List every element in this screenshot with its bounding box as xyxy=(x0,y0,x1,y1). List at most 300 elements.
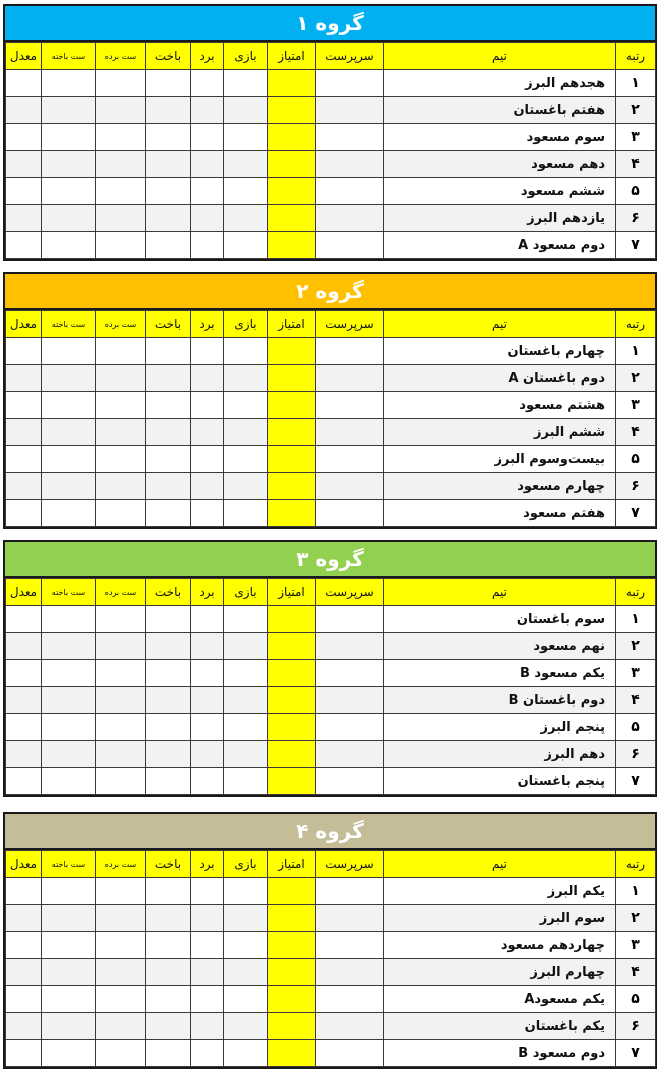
cell-rank: ۴ xyxy=(616,959,656,986)
cell-wins xyxy=(191,714,224,741)
cell-supervisor xyxy=(316,714,384,741)
cell-losses xyxy=(146,905,191,932)
cell-rank: ۴ xyxy=(616,151,656,178)
header-average: معدل xyxy=(6,851,42,878)
cell-team: دهم مسعود xyxy=(384,151,616,178)
cell-points xyxy=(268,70,316,97)
header-sets-won: ست برده xyxy=(96,43,146,70)
table-row xyxy=(6,714,656,741)
table-row xyxy=(6,338,656,365)
cell-games xyxy=(224,473,268,500)
cell-wins xyxy=(191,500,224,527)
cell-wins xyxy=(191,124,224,151)
cell-losses xyxy=(146,633,191,660)
table-row xyxy=(6,151,656,178)
cell-games xyxy=(224,768,268,795)
cell-games xyxy=(224,660,268,687)
cell-average xyxy=(6,687,42,714)
cell-games xyxy=(224,932,268,959)
cell-games xyxy=(224,1013,268,1040)
cell-sets-won xyxy=(96,878,146,905)
table-row xyxy=(6,232,656,259)
cell-games xyxy=(224,905,268,932)
cell-sets-won xyxy=(96,660,146,687)
cell-games xyxy=(224,1040,268,1067)
header-wins: برد xyxy=(191,311,224,338)
cell-average xyxy=(6,419,42,446)
cell-rank: ۵ xyxy=(616,986,656,1013)
cell-sets-won xyxy=(96,205,146,232)
table-row xyxy=(6,741,656,768)
cell-points xyxy=(268,1040,316,1067)
cell-rank: ۳ xyxy=(616,660,656,687)
cell-sets-won xyxy=(96,70,146,97)
header-sets-lost: ست باخته xyxy=(42,579,96,606)
cell-points xyxy=(268,151,316,178)
cell-games xyxy=(224,714,268,741)
header-rank: رتبه xyxy=(616,43,656,70)
cell-points xyxy=(268,97,316,124)
cell-points xyxy=(268,932,316,959)
cell-wins xyxy=(191,1013,224,1040)
cell-losses xyxy=(146,338,191,365)
table-row xyxy=(6,124,656,151)
cell-wins xyxy=(191,392,224,419)
header-losses: باخت xyxy=(146,579,191,606)
cell-sets-lost xyxy=(42,500,96,527)
cell-supervisor xyxy=(316,905,384,932)
header-team: تیم xyxy=(384,579,616,606)
table-row xyxy=(6,205,656,232)
cell-team: پنجم باغستان xyxy=(384,768,616,795)
header-sets-won: ست برده xyxy=(96,579,146,606)
cell-supervisor xyxy=(316,633,384,660)
cell-losses xyxy=(146,232,191,259)
cell-games xyxy=(224,741,268,768)
cell-losses xyxy=(146,70,191,97)
header-average: معدل xyxy=(6,43,42,70)
cell-points xyxy=(268,473,316,500)
cell-sets-lost xyxy=(42,70,96,97)
cell-supervisor xyxy=(316,1040,384,1067)
table-row xyxy=(6,1013,656,1040)
cell-team: بیست‌وسوم البرز xyxy=(384,446,616,473)
cell-supervisor xyxy=(316,70,384,97)
table-row xyxy=(6,687,656,714)
cell-sets-lost xyxy=(42,714,96,741)
cell-average xyxy=(6,768,42,795)
cell-rank: ۱ xyxy=(616,338,656,365)
standings-table xyxy=(5,310,656,527)
cell-rank: ۶ xyxy=(616,1013,656,1040)
header-average: معدل xyxy=(6,311,42,338)
cell-average xyxy=(6,986,42,1013)
cell-sets-lost xyxy=(42,1013,96,1040)
cell-average xyxy=(6,878,42,905)
cell-rank: ۳ xyxy=(616,392,656,419)
cell-average xyxy=(6,932,42,959)
cell-sets-lost xyxy=(42,205,96,232)
cell-points xyxy=(268,714,316,741)
cell-wins xyxy=(191,986,224,1013)
cell-supervisor xyxy=(316,768,384,795)
cell-supervisor xyxy=(316,1013,384,1040)
cell-wins xyxy=(191,70,224,97)
cell-wins xyxy=(191,419,224,446)
cell-sets-lost xyxy=(42,124,96,151)
cell-supervisor xyxy=(316,986,384,1013)
cell-team: ششم البرز xyxy=(384,419,616,446)
cell-average xyxy=(6,124,42,151)
cell-average xyxy=(6,338,42,365)
cell-wins xyxy=(191,932,224,959)
cell-games xyxy=(224,878,268,905)
group-table-4 xyxy=(3,812,657,1069)
cell-sets-won xyxy=(96,97,146,124)
cell-average xyxy=(6,606,42,633)
cell-sets-won xyxy=(96,905,146,932)
cell-rank: ۱ xyxy=(616,70,656,97)
cell-losses xyxy=(146,878,191,905)
cell-wins xyxy=(191,97,224,124)
cell-sets-won xyxy=(96,932,146,959)
cell-points xyxy=(268,633,316,660)
cell-supervisor xyxy=(316,606,384,633)
cell-average xyxy=(6,660,42,687)
cell-team: چهاردهم مسعود xyxy=(384,932,616,959)
cell-sets-lost xyxy=(42,392,96,419)
table-row xyxy=(6,932,656,959)
cell-average xyxy=(6,959,42,986)
header-wins: برد xyxy=(191,43,224,70)
cell-team: یازدهم البرز xyxy=(384,205,616,232)
cell-games xyxy=(224,97,268,124)
header-games: بازی xyxy=(224,851,268,878)
cell-games xyxy=(224,500,268,527)
group-title: گروه ۳ xyxy=(5,542,655,578)
cell-team: نهم مسعود xyxy=(384,633,616,660)
header-games: بازی xyxy=(224,43,268,70)
cell-losses xyxy=(146,419,191,446)
cell-sets-won xyxy=(96,151,146,178)
cell-sets-lost xyxy=(42,473,96,500)
header-losses: باخت xyxy=(146,851,191,878)
header-sets-won: ست برده xyxy=(96,311,146,338)
standings-table xyxy=(5,42,656,259)
cell-average xyxy=(6,1013,42,1040)
header-supervisor: سرپرست xyxy=(316,43,384,70)
cell-average xyxy=(6,500,42,527)
cell-wins xyxy=(191,473,224,500)
cell-losses xyxy=(146,1040,191,1067)
cell-team: سوم مسعود xyxy=(384,124,616,151)
cell-sets-lost xyxy=(42,932,96,959)
header-sets-lost: ست باخته xyxy=(42,43,96,70)
cell-wins xyxy=(191,905,224,932)
cell-sets-won xyxy=(96,365,146,392)
table-row xyxy=(6,878,656,905)
cell-sets-lost xyxy=(42,606,96,633)
cell-rank: ۱ xyxy=(616,878,656,905)
cell-rank: ۷ xyxy=(616,232,656,259)
cell-supervisor xyxy=(316,660,384,687)
cell-rank: ۶ xyxy=(616,205,656,232)
cell-team: سوم البرز xyxy=(384,905,616,932)
cell-sets-lost xyxy=(42,446,96,473)
cell-sets-won xyxy=(96,768,146,795)
cell-rank: ۵ xyxy=(616,446,656,473)
cell-supervisor xyxy=(316,687,384,714)
cell-losses xyxy=(146,768,191,795)
table-row xyxy=(6,768,656,795)
header-rank: رتبه xyxy=(616,851,656,878)
header-wins: برد xyxy=(191,851,224,878)
cell-supervisor xyxy=(316,959,384,986)
cell-wins xyxy=(191,687,224,714)
header-games: بازی xyxy=(224,579,268,606)
cell-wins xyxy=(191,606,224,633)
cell-average xyxy=(6,178,42,205)
header-points: امتیاز xyxy=(268,851,316,878)
cell-losses xyxy=(146,446,191,473)
table-row xyxy=(6,97,656,124)
cell-sets-lost xyxy=(42,338,96,365)
cell-team: هفتم باغستان xyxy=(384,97,616,124)
cell-team: هفتم مسعود xyxy=(384,500,616,527)
cell-points xyxy=(268,392,316,419)
cell-average xyxy=(6,151,42,178)
header-losses: باخت xyxy=(146,311,191,338)
cell-points xyxy=(268,959,316,986)
cell-games xyxy=(224,151,268,178)
cell-rank: ۳ xyxy=(616,124,656,151)
cell-wins xyxy=(191,338,224,365)
table-row xyxy=(6,1040,656,1067)
cell-sets-won xyxy=(96,986,146,1013)
header-rank: رتبه xyxy=(616,579,656,606)
cell-wins xyxy=(191,768,224,795)
cell-sets-won xyxy=(96,178,146,205)
cell-losses xyxy=(146,151,191,178)
table-row xyxy=(6,959,656,986)
cell-team: یکم مسعود B xyxy=(384,660,616,687)
cell-average xyxy=(6,905,42,932)
cell-points xyxy=(268,205,316,232)
cell-average xyxy=(6,1040,42,1067)
cell-games xyxy=(224,606,268,633)
cell-rank: ۶ xyxy=(616,741,656,768)
cell-losses xyxy=(146,606,191,633)
cell-sets-lost xyxy=(42,365,96,392)
cell-rank: ۶ xyxy=(616,473,656,500)
table-row xyxy=(6,633,656,660)
cell-points xyxy=(268,986,316,1013)
cell-wins xyxy=(191,878,224,905)
table-row xyxy=(6,392,656,419)
cell-points xyxy=(268,660,316,687)
cell-games xyxy=(224,959,268,986)
cell-sets-lost xyxy=(42,97,96,124)
cell-team: یکم مسعودA xyxy=(384,986,616,1013)
cell-sets-won xyxy=(96,1013,146,1040)
cell-losses xyxy=(146,986,191,1013)
cell-team: چهارم باغستان xyxy=(384,338,616,365)
cell-average xyxy=(6,392,42,419)
cell-supervisor xyxy=(316,97,384,124)
cell-team: دوم مسعود B xyxy=(384,1040,616,1067)
group-table-3 xyxy=(3,540,657,797)
cell-losses xyxy=(146,660,191,687)
header-wins: برد xyxy=(191,579,224,606)
header-points: امتیاز xyxy=(268,311,316,338)
cell-points xyxy=(268,500,316,527)
header-supervisor: سرپرست xyxy=(316,311,384,338)
group-title: گروه ۱ xyxy=(5,6,655,42)
cell-losses xyxy=(146,714,191,741)
cell-wins xyxy=(191,232,224,259)
cell-supervisor xyxy=(316,232,384,259)
cell-losses xyxy=(146,932,191,959)
cell-average xyxy=(6,232,42,259)
cell-team: دوم مسعود A xyxy=(384,232,616,259)
cell-wins xyxy=(191,633,224,660)
cell-rank: ۱ xyxy=(616,606,656,633)
cell-sets-won xyxy=(96,232,146,259)
cell-games xyxy=(224,419,268,446)
table-row xyxy=(6,178,656,205)
cell-average xyxy=(6,446,42,473)
cell-wins xyxy=(191,365,224,392)
group-table-2 xyxy=(3,272,657,529)
cell-supervisor xyxy=(316,178,384,205)
cell-points xyxy=(268,338,316,365)
cell-supervisor xyxy=(316,365,384,392)
cell-losses xyxy=(146,205,191,232)
cell-team: دوم باغستان B xyxy=(384,687,616,714)
cell-sets-won xyxy=(96,419,146,446)
cell-points xyxy=(268,365,316,392)
cell-games xyxy=(224,338,268,365)
cell-sets-lost xyxy=(42,660,96,687)
cell-average xyxy=(6,633,42,660)
table-row xyxy=(6,986,656,1013)
cell-rank: ۷ xyxy=(616,768,656,795)
header-points: امتیاز xyxy=(268,579,316,606)
cell-sets-won xyxy=(96,500,146,527)
standings-table xyxy=(5,850,656,1067)
cell-supervisor xyxy=(316,473,384,500)
cell-sets-lost xyxy=(42,151,96,178)
cell-sets-lost xyxy=(42,232,96,259)
cell-games xyxy=(224,633,268,660)
header-supervisor: سرپرست xyxy=(316,851,384,878)
cell-points xyxy=(268,741,316,768)
cell-wins xyxy=(191,446,224,473)
cell-rank: ۲ xyxy=(616,633,656,660)
header-sets-lost: ست باخته xyxy=(42,851,96,878)
cell-sets-won xyxy=(96,338,146,365)
cell-games xyxy=(224,178,268,205)
cell-supervisor xyxy=(316,124,384,151)
cell-wins xyxy=(191,660,224,687)
cell-points xyxy=(268,768,316,795)
cell-rank: ۳ xyxy=(616,932,656,959)
table-row xyxy=(6,606,656,633)
cell-average xyxy=(6,97,42,124)
cell-supervisor xyxy=(316,151,384,178)
group-title: گروه ۴ xyxy=(5,814,655,850)
table-row xyxy=(6,660,656,687)
group-table-1 xyxy=(3,4,657,261)
cell-losses xyxy=(146,392,191,419)
cell-losses xyxy=(146,178,191,205)
cell-points xyxy=(268,232,316,259)
cell-sets-lost xyxy=(42,986,96,1013)
cell-losses xyxy=(146,124,191,151)
cell-sets-lost xyxy=(42,1040,96,1067)
cell-team: یکم باغستان xyxy=(384,1013,616,1040)
cell-points xyxy=(268,124,316,151)
cell-rank: ۲ xyxy=(616,97,656,124)
cell-supervisor xyxy=(316,932,384,959)
header-rank: رتبه xyxy=(616,311,656,338)
cell-sets-won xyxy=(96,473,146,500)
table-row xyxy=(6,500,656,527)
table-row xyxy=(6,446,656,473)
cell-team: دوم باغستان A xyxy=(384,365,616,392)
cell-team: چهارم البرز xyxy=(384,959,616,986)
table-row xyxy=(6,473,656,500)
cell-points xyxy=(268,178,316,205)
cell-losses xyxy=(146,741,191,768)
cell-team: سوم باغستان xyxy=(384,606,616,633)
cell-average xyxy=(6,365,42,392)
cell-team: پنجم البرز xyxy=(384,714,616,741)
cell-supervisor xyxy=(316,205,384,232)
cell-losses xyxy=(146,1013,191,1040)
cell-games xyxy=(224,365,268,392)
cell-games xyxy=(224,687,268,714)
header-average: معدل xyxy=(6,579,42,606)
group-title: گروه ۲ xyxy=(5,274,655,310)
cell-sets-lost xyxy=(42,959,96,986)
cell-sets-won xyxy=(96,606,146,633)
cell-sets-won xyxy=(96,687,146,714)
header-losses: باخت xyxy=(146,43,191,70)
cell-wins xyxy=(191,1040,224,1067)
standings-table xyxy=(5,578,656,795)
cell-sets-won xyxy=(96,124,146,151)
cell-games xyxy=(224,205,268,232)
cell-rank: ۷ xyxy=(616,1040,656,1067)
cell-points xyxy=(268,419,316,446)
cell-losses xyxy=(146,97,191,124)
cell-rank: ۲ xyxy=(616,905,656,932)
cell-team: دهم البرز xyxy=(384,741,616,768)
cell-sets-won xyxy=(96,741,146,768)
cell-average xyxy=(6,473,42,500)
cell-games xyxy=(224,446,268,473)
cell-points xyxy=(268,687,316,714)
cell-losses xyxy=(146,687,191,714)
cell-sets-lost xyxy=(42,419,96,446)
cell-wins xyxy=(191,205,224,232)
cell-losses xyxy=(146,473,191,500)
cell-team: هشتم مسعود xyxy=(384,392,616,419)
cell-team: چهارم مسعود xyxy=(384,473,616,500)
cell-supervisor xyxy=(316,446,384,473)
cell-rank: ۴ xyxy=(616,419,656,446)
